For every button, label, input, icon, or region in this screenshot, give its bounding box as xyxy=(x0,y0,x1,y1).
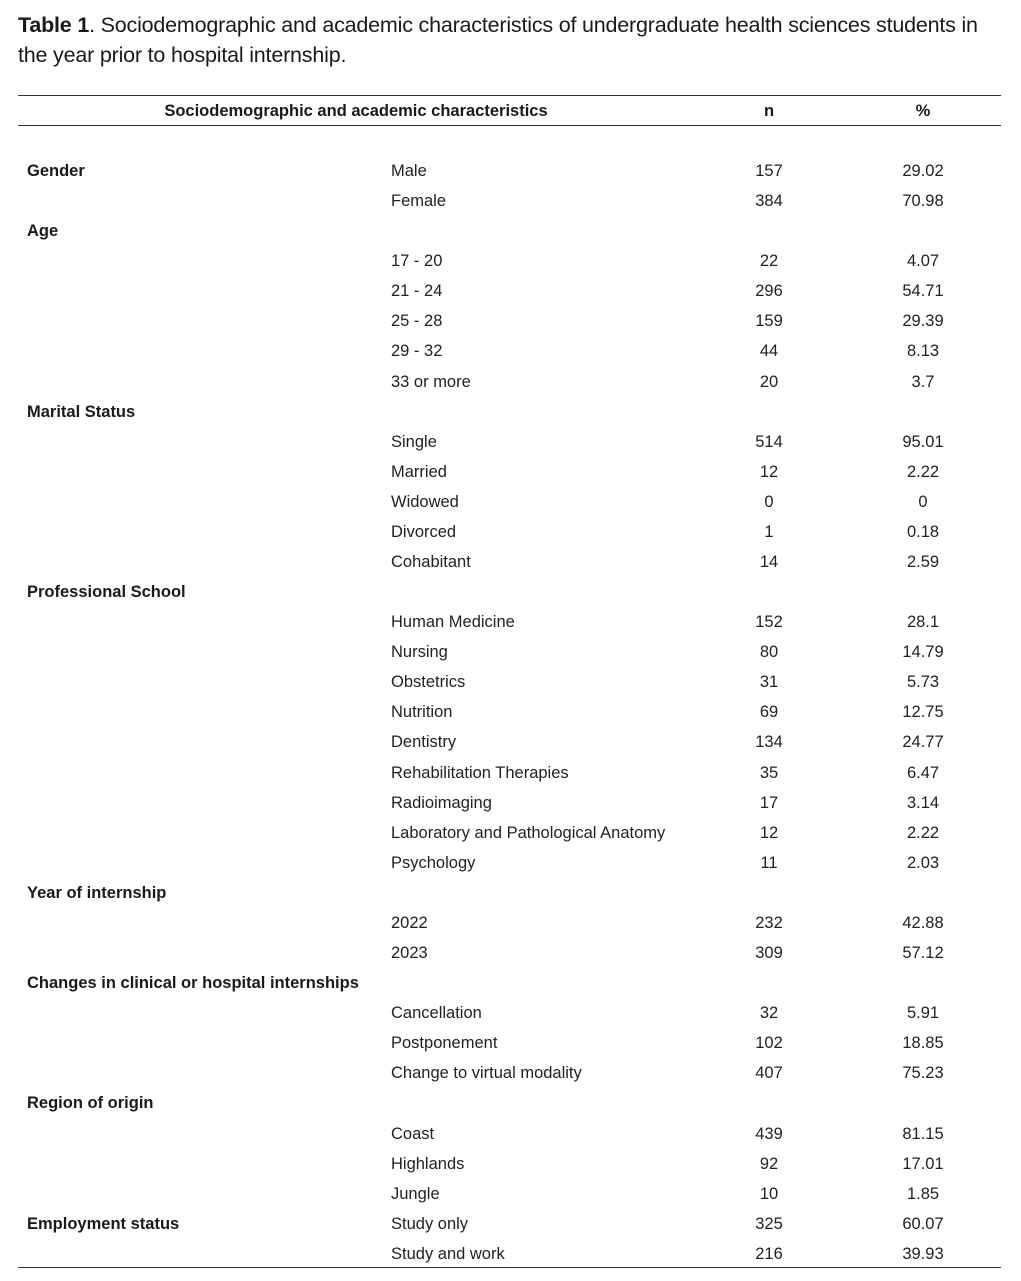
row-group-label: Professional School xyxy=(27,583,186,602)
table-caption-label: Table 1 xyxy=(18,13,90,37)
row-count-cell: 12 xyxy=(759,462,779,481)
row-percent-cell: 39.93 xyxy=(902,1244,944,1263)
table-body xyxy=(18,156,1001,1269)
row-percent-cell: 60.07 xyxy=(902,1214,944,1233)
row-category-label: Female xyxy=(391,192,447,211)
row-category-label: Coast xyxy=(391,1124,435,1143)
row-count-cell: 296 xyxy=(755,282,783,301)
row-count-cell: 514 xyxy=(755,432,783,451)
table-row xyxy=(18,1209,1001,1239)
row-category-label: Study only xyxy=(391,1214,469,1233)
row-percent-cell: 70.98 xyxy=(902,192,944,211)
row-count-cell: 152 xyxy=(755,613,783,632)
table-row xyxy=(18,216,1001,246)
row-count-cell: 92 xyxy=(759,1154,779,1173)
row-percent-cell: 5.91 xyxy=(906,1004,940,1023)
column-header-percent: % xyxy=(915,102,931,120)
row-percent-cell: 54.71 xyxy=(902,282,944,301)
row-category-label: Postponement xyxy=(391,1034,498,1053)
table-header-rule xyxy=(18,125,1001,126)
row-category-label: Divorced xyxy=(391,522,457,541)
table-row xyxy=(18,1119,1001,1149)
row-count-cell: 325 xyxy=(755,1214,783,1233)
table-row xyxy=(18,457,1001,487)
row-percent-cell: 4.07 xyxy=(906,252,940,271)
column-header-n: n xyxy=(763,102,775,120)
row-count-cell: 384 xyxy=(755,192,783,211)
table-row xyxy=(18,697,1001,727)
table-row xyxy=(18,1239,1001,1269)
table-bottom-rule xyxy=(18,1267,1001,1268)
row-percent-cell: 2.03 xyxy=(906,853,940,872)
row-count-cell: 12 xyxy=(759,823,779,842)
table-row xyxy=(18,397,1001,427)
row-percent-cell: 75.23 xyxy=(902,1064,944,1083)
row-category-label: Jungle xyxy=(391,1184,440,1203)
row-percent-cell: 95.01 xyxy=(902,432,944,451)
row-category-label: Highlands xyxy=(391,1154,465,1173)
row-category-label: Study and work xyxy=(391,1244,505,1263)
row-percent-cell: 12.75 xyxy=(902,703,944,722)
row-category-label: Cancellation xyxy=(391,1004,482,1023)
row-group-label: Employment status xyxy=(27,1214,180,1233)
row-category-label: Nursing xyxy=(391,643,448,662)
row-percent-cell: 24.77 xyxy=(902,733,944,752)
column-header-characteristics: Sociodemographic and academic characteristics xyxy=(164,102,548,120)
row-count-cell: 159 xyxy=(755,312,783,331)
row-percent-cell: 5.73 xyxy=(906,673,940,692)
table-row xyxy=(18,186,1001,216)
table-row xyxy=(18,1149,1001,1179)
row-count-cell: 22 xyxy=(759,252,779,271)
table-row xyxy=(18,517,1001,547)
row-category-label: 25 - 28 xyxy=(391,312,443,331)
row-category-label: Married xyxy=(391,462,447,481)
row-category-label: 2023 xyxy=(391,944,428,963)
row-category-label: Psychology xyxy=(391,853,476,872)
row-category-label: Widowed xyxy=(391,492,459,511)
row-group-label: Marital Status xyxy=(27,402,136,421)
row-percent-cell: 1.85 xyxy=(906,1184,940,1203)
row-group-label: Region of origin xyxy=(27,1094,154,1113)
row-category-label: Laboratory and Pathological Anatomy xyxy=(391,823,666,842)
row-category-label: 29 - 32 xyxy=(391,342,443,361)
table-row xyxy=(18,577,1001,607)
row-count-cell: 157 xyxy=(755,162,783,180)
row-count-cell: 407 xyxy=(755,1064,783,1083)
row-group-label: Age xyxy=(27,222,59,241)
table-row xyxy=(18,878,1001,908)
row-percent-cell: 2.22 xyxy=(906,462,940,481)
row-count-cell: 11 xyxy=(760,853,778,872)
row-category-label: Human Medicine xyxy=(391,613,515,632)
row-count-cell: 35 xyxy=(759,763,779,782)
row-count-cell: 10 xyxy=(759,1184,779,1203)
table-row xyxy=(18,246,1001,276)
row-percent-cell: 57.12 xyxy=(902,944,944,963)
table-row xyxy=(18,727,1001,757)
row-percent-cell: 81.15 xyxy=(902,1124,944,1143)
row-category-label: Radioimaging xyxy=(391,793,492,812)
row-category-label: Single xyxy=(391,432,437,451)
row-category-label: Dentistry xyxy=(391,733,457,752)
table-row xyxy=(18,607,1001,637)
row-group-label: Changes in clinical or hospital internships xyxy=(27,974,359,993)
row-category-label: 2022 xyxy=(391,913,428,932)
row-percent-cell: 17.01 xyxy=(902,1154,944,1173)
table-row xyxy=(18,367,1001,397)
table-row xyxy=(18,156,1001,186)
row-category-label: 21 - 24 xyxy=(391,282,443,301)
row-percent-cell: 0 xyxy=(918,492,928,511)
row-count-cell: 17 xyxy=(759,793,779,812)
table-row xyxy=(18,637,1001,667)
row-percent-cell: 2.59 xyxy=(906,553,940,572)
table-row xyxy=(18,276,1001,306)
row-count-cell: 232 xyxy=(755,913,783,932)
row-count-cell: 439 xyxy=(755,1124,783,1143)
table-row xyxy=(18,938,1001,968)
row-percent-cell: 8.13 xyxy=(906,342,940,361)
row-count-cell: 14 xyxy=(759,553,779,572)
table-row xyxy=(18,427,1001,457)
table-row xyxy=(18,788,1001,818)
row-category-label: 17 - 20 xyxy=(391,252,443,271)
table-row xyxy=(18,818,1001,848)
row-category-label: Nutrition xyxy=(391,703,453,722)
table-caption-text: . Sociodemographic and academic characteristics of undergraduate health sciences students in the year prior to hospital internship. xyxy=(18,13,978,67)
table-row xyxy=(18,1058,1001,1088)
row-group-label: Year of internship xyxy=(27,883,167,902)
table-top-rule xyxy=(18,95,1001,96)
table-row xyxy=(18,1179,1001,1209)
table-row xyxy=(18,1028,1001,1058)
table-row xyxy=(18,547,1001,577)
row-count-cell: 102 xyxy=(755,1034,783,1053)
row-count-cell: 309 xyxy=(755,944,783,963)
row-category-label: 33 or more xyxy=(391,372,471,391)
row-category-label: Cohabitant xyxy=(391,553,471,572)
row-percent-cell: 14.79 xyxy=(902,643,944,662)
row-group-label: Gender xyxy=(27,162,85,180)
row-percent-cell: 2.22 xyxy=(906,823,940,842)
row-percent-cell: 3.7 xyxy=(911,372,935,391)
row-percent-cell: 18.85 xyxy=(902,1034,944,1053)
row-percent-cell: 0.18 xyxy=(906,522,940,541)
row-category-label: Rehabilitation Therapies xyxy=(391,763,569,782)
table-row xyxy=(18,968,1001,998)
row-percent-cell: 3.14 xyxy=(906,793,940,812)
row-count-cell: 134 xyxy=(755,733,783,752)
row-count-cell: 31 xyxy=(759,673,779,692)
table-row xyxy=(18,667,1001,697)
row-count-cell: 20 xyxy=(759,372,779,391)
table-row xyxy=(18,1088,1001,1118)
row-percent-cell: 42.88 xyxy=(902,913,944,932)
row-category-label: Obstetrics xyxy=(391,673,466,692)
row-count-cell: 1 xyxy=(764,522,774,541)
row-percent-cell: 29.39 xyxy=(902,312,944,331)
table-caption xyxy=(18,10,1008,70)
table-row xyxy=(18,908,1001,938)
row-category-label: Male xyxy=(391,162,427,180)
table-row xyxy=(18,487,1001,517)
row-count-cell: 44 xyxy=(759,342,779,361)
row-percent-cell: 28.1 xyxy=(906,613,940,632)
row-count-cell: 32 xyxy=(759,1004,779,1023)
row-percent-cell: 6.47 xyxy=(906,763,940,782)
table-row xyxy=(18,758,1001,788)
row-count-cell: 80 xyxy=(759,643,779,662)
table-row xyxy=(18,306,1001,336)
table-row xyxy=(18,336,1001,366)
row-count-cell: 69 xyxy=(759,703,779,722)
row-percent-cell: 29.02 xyxy=(902,162,944,180)
table-row xyxy=(18,998,1001,1028)
table-row xyxy=(18,848,1001,878)
row-category-label: Change to virtual modality xyxy=(391,1064,582,1083)
row-count-cell: 216 xyxy=(755,1244,783,1263)
row-count-cell: 0 xyxy=(764,492,774,511)
